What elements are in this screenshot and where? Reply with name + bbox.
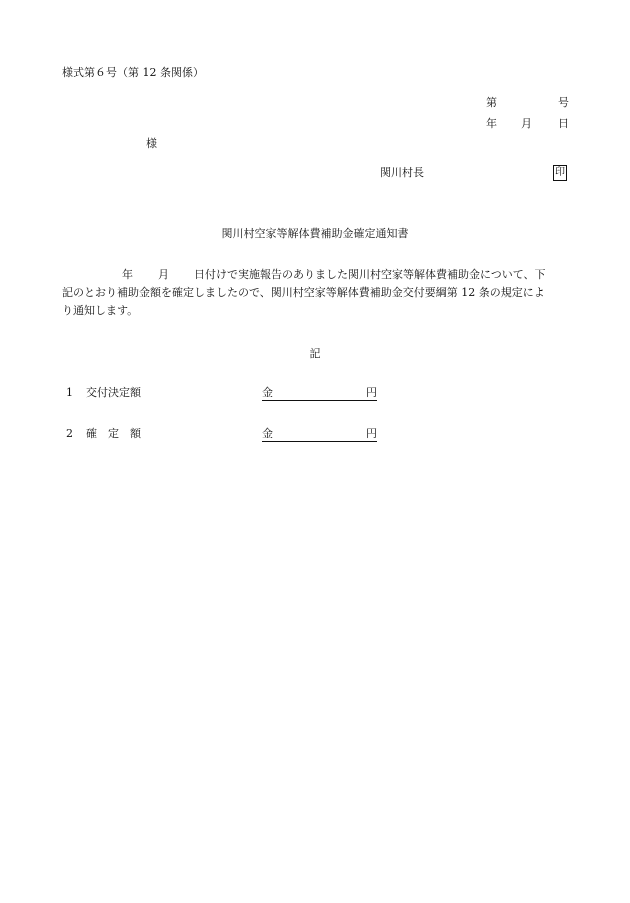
amount-field-grant-decision bbox=[262, 386, 377, 401]
body-line-2: 記のとおり補助金額を確定しましたので、関川村空家等解体費補助金交付要綱第 12 条の規定によ bbox=[62, 286, 545, 299]
date-month: 月 bbox=[521, 117, 532, 130]
amount-kin: 金 bbox=[262, 386, 273, 399]
amount-yen: 円 bbox=[366, 386, 377, 399]
item-label-grant-decision: 交付決定額 bbox=[86, 386, 141, 399]
seal-mark: 印 bbox=[553, 165, 567, 181]
ki-heading: 記 bbox=[309, 347, 321, 360]
item-number: 1 bbox=[66, 386, 73, 399]
date-day: 日 bbox=[558, 117, 569, 130]
issuer-name: 関川村長 bbox=[380, 166, 424, 179]
body-line-3: り通知します。 bbox=[62, 304, 139, 317]
amount-kin: 金 bbox=[262, 427, 273, 440]
body-line-1 bbox=[62, 266, 572, 284]
document-title: 関川村空家等解体費補助金確定通知書 bbox=[221, 227, 409, 240]
amount-field-confirmed bbox=[262, 427, 377, 442]
amount-yen: 円 bbox=[366, 427, 377, 440]
label-char: 確 bbox=[86, 427, 97, 440]
body-line-1-text: 日付けで実施報告のありました関川村空家等解体費補助金について、下 bbox=[194, 268, 546, 281]
recipient-honorific: 様 bbox=[146, 137, 157, 150]
label-char: 定 bbox=[108, 427, 119, 440]
number-suffix: 号 bbox=[558, 96, 569, 109]
form-number: 様式第６号（第 12 条関係） bbox=[62, 66, 204, 79]
body-year: 年 bbox=[122, 268, 133, 281]
body-paragraph bbox=[62, 266, 572, 320]
body-month: 月 bbox=[158, 268, 169, 281]
number-prefix: 第 bbox=[486, 96, 497, 109]
item-label-confirmed-amount bbox=[86, 427, 141, 441]
date-year: 年 bbox=[486, 117, 497, 130]
label-char: 額 bbox=[130, 427, 141, 440]
item-number: 2 bbox=[66, 427, 73, 440]
